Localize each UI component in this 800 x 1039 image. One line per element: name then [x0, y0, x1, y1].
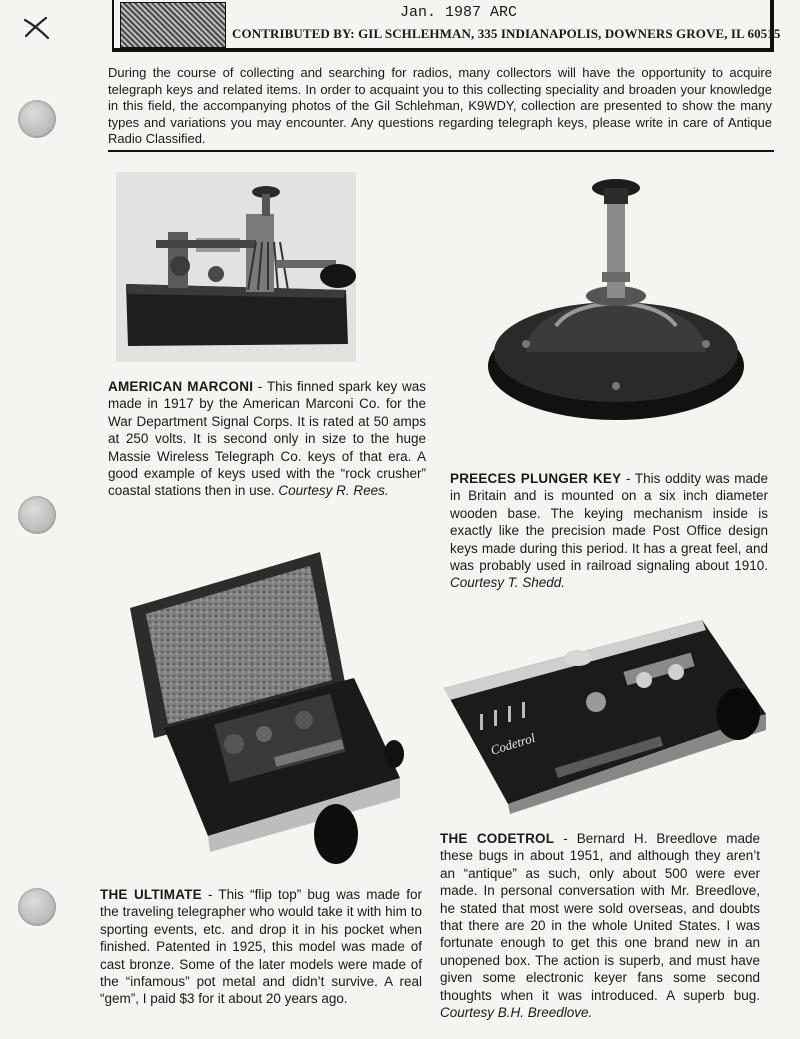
header-logo-image	[120, 2, 226, 48]
codetrol-bug-photo	[444, 618, 770, 814]
caption-the-codetrol	[440, 830, 760, 1021]
issue-date: Jan. 1987 ARC	[400, 4, 518, 21]
caption-preeces-plunger-key	[450, 470, 768, 592]
x-mark-icon	[22, 14, 52, 42]
the-ultimate-bug-photo	[124, 548, 420, 870]
caption-american-marconi	[108, 378, 426, 500]
caption-body: - This finned spark key was made in 1917 by the American Marconi Co. for the War Department Signal Corps. It is rated at 50 amps at 250 volts. It is second only in size to the huge Massie Wireless Telegraph Co. keys of that era. A good example of keys used with the “rock crusher” coastal stations then in use.	[108, 379, 426, 499]
header-divider	[108, 150, 774, 152]
caption-title: THE CODETROL	[440, 831, 555, 846]
binder-hole-2	[18, 496, 56, 534]
caption-title: THE ULTIMATE	[100, 887, 202, 902]
page-header	[112, 0, 781, 52]
caption-body: - This “flip top” bug was made for the traveling telegrapher who would take it with him to sporting events, etc. and drop it in his pocket when finished. Patented in 1925, this model was made of cast bronze. Some of the later models were made of the “infamous” pot metal and didn’t survive. A real “gem”, I paid $3 for it about 20 years ago.	[100, 887, 422, 1007]
codetrol-logo-text: Codetrol	[488, 729, 537, 758]
binder-hole-1	[18, 100, 56, 138]
caption-courtesy: Courtesy R. Rees.	[278, 483, 389, 499]
caption-courtesy: Courtesy B.H. Breedlove.	[440, 1005, 593, 1021]
american-marconi-key-photo	[116, 172, 356, 362]
intro-paragraph: During the course of collecting and searching for radios, many collectors will have the opportunity to acquire telegraph keys and related items. In order to acquaint you to this collecting speciality and broaden your knowledge in this field, the accompanying photos of the Gil Schlehman, K9WDY, collection are presented to show the many types and variations you may encounter. Any questions regarding telegraph keys, please write in care of Antique Radio Classified.	[108, 65, 772, 147]
caption-title: AMERICAN MARCONI	[108, 379, 254, 394]
caption-courtesy: Courtesy T. Shedd.	[450, 575, 566, 591]
binder-hole-3	[18, 888, 56, 926]
caption-body: - Bernard H. Breedlove made these bugs in about 1951, and although they aren’t an “antique” as such, only about 500 were ever made. In personal conversation with Mr. Breedlove, he stated that most were sold overseas, and doubts that there are 20 in the whole United States. I was fortunate enough to get this one brand new in an unopened box. The action is superb, and must have given some electronic keyer fans some second thoughts when it was introduced. A superb bug.	[440, 831, 760, 1003]
caption-the-ultimate	[100, 886, 422, 1008]
caption-body: - This oddity was made in Britain and is mounted on a six inch diameter wooden base. The keying mechanism inside is exactly like the precision made Post Office design keys made during this period. It has a great feel, and was probably used in railroad signaling about 1910.	[450, 471, 768, 574]
preeces-plunger-key-photo	[486, 176, 746, 426]
caption-title: PREECES PLUNGER KEY	[450, 471, 622, 486]
contributor-line: CONTRIBUTED BY: GIL SCHLEHMAN, 335 INDIANAPOLIS, DOWNERS GROVE, IL 60515	[232, 26, 781, 41]
